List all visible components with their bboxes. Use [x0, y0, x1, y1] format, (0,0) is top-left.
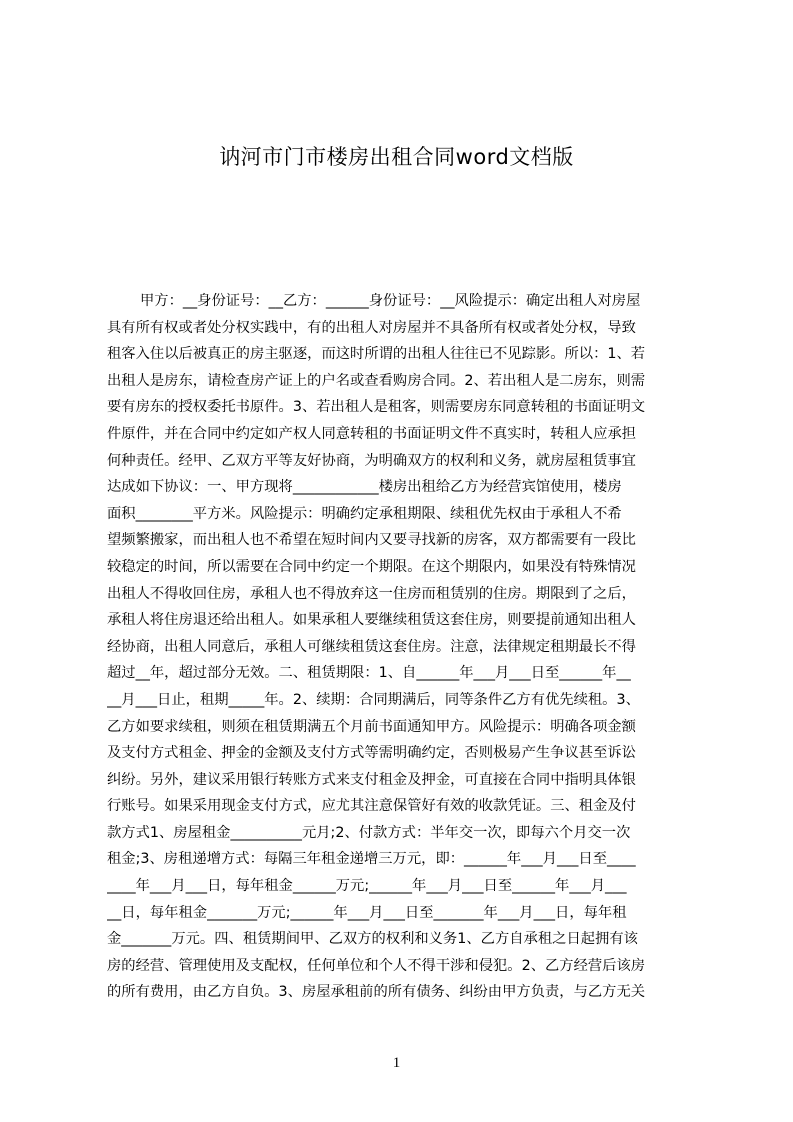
body-line: 要有房东的授权委托书原件。3、若出租人是租客，则需要房东同意转租的书面证明文 — [107, 399, 646, 416]
body-line: 出租人不得收回住房，承租人也不得放弃这一住房而租赁别的住房。期限到了之后， — [107, 585, 636, 602]
body-line: ____年___月___日，每年租金______万元;______年___月___日至______年___月___ — [107, 878, 627, 895]
page-number: 1 — [392, 1055, 401, 1071]
body-line: 甲方：__身份证号：__乙方：______身份证号：__风险提示：确定出租人对房屋 — [140, 293, 641, 309]
body-line: 超过__年，超过部分无效。二、租赁期限：1、自______年___月___日至______年__ — [107, 665, 631, 682]
contract-body — [107, 288, 697, 1028]
body-line: 具有所有权或者处分权实践中，有的出租人对房屋并不具备所有权或者处分权，导致 — [107, 319, 636, 336]
body-line: 的所有费用，由乙方自负。3、房屋承租前的所有债务、纠纷由甲方负责，与乙方无关 — [107, 984, 646, 1001]
body-line: 达成如下协议：一、甲方现将____________楼房出租给乙方为经营宾馆使用，楼房 — [107, 479, 622, 496]
body-line: 件原件，并在合同中约定如产权人同意转租的书面证明文件不真实时，转租人应承担 — [107, 425, 636, 442]
body-line: 经协商，出租人同意后，承租人可继续租赁这套住房。注意，法律规定租期最长不得 — [107, 638, 636, 655]
body-line: __月___日止，租期_____年。2、续期：合同期满后，同等条件乙方有优先续租。3、 — [107, 691, 640, 708]
document-title: 讷河市门市楼房出租合同word文档版 — [219, 145, 574, 169]
body-line: 租金;3、房租递增方式：每隔三年租金递增三万元，即：______年___月___日至____ — [107, 851, 636, 868]
body-line: 纠纷。另外，建议采用银行转账方式来支付租金及押金，可直接在合同中指明具体银 — [107, 771, 636, 788]
body-line: 出租人是房东，请检查房产证上的户名或查看购房合同。2、若出租人是二房东，则需 — [107, 372, 646, 389]
body-line: 房的经营、管理使用及支配权，任何单位和个人不得干涉和侵犯。2、乙方经营后该房 — [107, 957, 646, 974]
body-line: 款方式1、房屋租金__________元月;2、付款方式：半年交一次，即每六个月交一次 — [107, 824, 631, 841]
body-line: 望频繁搬家，而出租人也不希望在短时间内又要寻找新的房客，双方都需要有一段比 — [107, 532, 636, 549]
body-line: __日，每年租金_______万元;______年___月___日至_______年___月___日，每年租 — [107, 904, 627, 921]
body-line: 及支付方式租金、押金的金额及支付方式等需明确约定，否则极易产生争议甚至诉讼 — [107, 745, 636, 762]
body-line: 金_______万元。四、租赁期间甲、乙双方的权利和义务1、乙方自承租之日起拥有该 — [107, 931, 638, 948]
body-line: 何种责任。经甲、乙双方平等友好协商，为明确双方的权利和义务，就房屋租赁事宜 — [107, 452, 636, 469]
body-line: 承租人将住房退还给出租人。如果承租人要继续租赁这套住房，则要提前通知出租人 — [107, 612, 636, 629]
body-line: 租客入住以后被真正的房主驱逐，而这时所谓的出租人往往已不见踪影。所以：1、若 — [107, 346, 646, 363]
body-line: 乙方如要求续租，则须在租赁期满五个月前书面通知甲方。风险提示：明确各项金额 — [107, 718, 636, 735]
body-line: 较稳定的时间，所以需要在合同中约定一个期限。在这个期限内，如果没有特殊情况 — [107, 558, 636, 575]
body-line: 行账号。如果采用现金支付方式，应尤其注意保管好有效的收款凭证。三、租金及付 — [107, 798, 636, 815]
body-line: 面积________平方米。风险提示：明确约定承租期限、续租优先权由于承租人不希 — [107, 505, 622, 522]
